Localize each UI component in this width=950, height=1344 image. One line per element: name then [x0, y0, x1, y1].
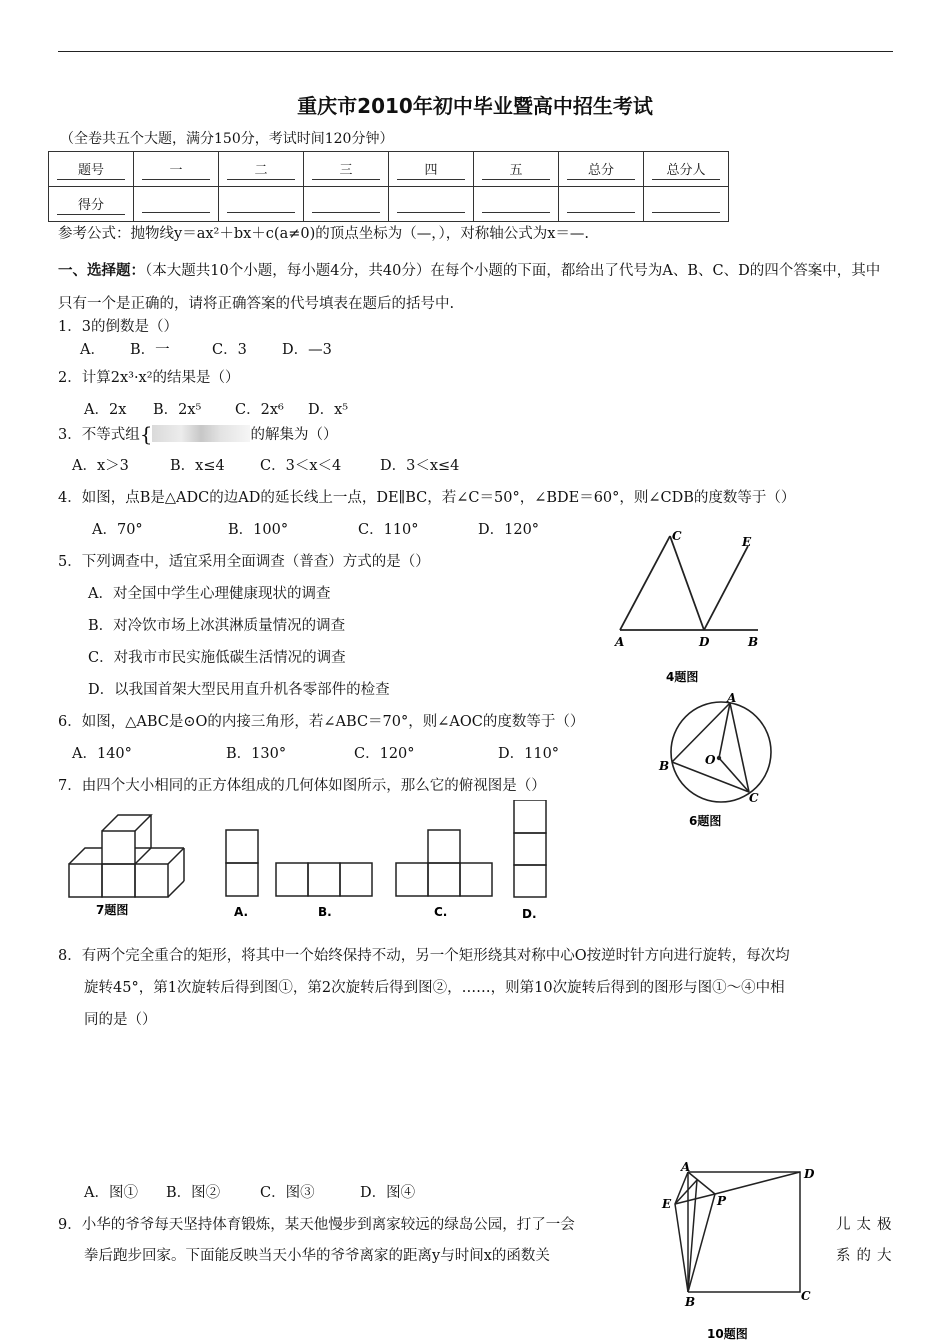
- q2-option-c[interactable]: C．2x⁶: [235, 402, 284, 418]
- fig6-caption: 6题图: [689, 814, 722, 828]
- fig4-label-a: A: [615, 635, 625, 649]
- question-9-line-1: 9．小华的爷爷每天坚持体育锻炼，某天他慢步到离家较远的绿岛公园，打了一会: [58, 1217, 575, 1233]
- inequality-system-image: [152, 425, 250, 442]
- score-header-cell: 一: [134, 152, 219, 187]
- score-header-cell: 题号: [49, 152, 134, 187]
- q1-option-a[interactable]: A．: [80, 342, 105, 358]
- question-2-stem: 2．计算2x³·x²的结果是（）: [58, 370, 240, 386]
- fig10-label-a: A: [681, 1160, 691, 1174]
- score-cell[interactable]: [304, 187, 389, 222]
- fig6-label-a: A: [727, 691, 737, 705]
- fig4-label-e: E: [742, 535, 752, 549]
- q5-option-a[interactable]: A．对全国中学生心理健康现状的调查: [88, 586, 331, 602]
- fig4-caption: 4题图: [666, 670, 699, 684]
- q6-option-c[interactable]: C．120°: [354, 746, 415, 762]
- question-9-line-2: 拳后跑步回家。下面能反映当天小华的爷爷离家的距离y与时间x的函数关: [84, 1248, 550, 1264]
- q5-option-d[interactable]: D．以我国首架大型民用直升机各零部件的检查: [88, 682, 390, 698]
- q2-option-b[interactable]: B．2x⁵: [153, 402, 202, 418]
- q4-option-c[interactable]: C．110°: [358, 522, 419, 538]
- score-cell[interactable]: [474, 187, 559, 222]
- question-3-stem: 3．不等式组{ 的解集为（）: [58, 422, 338, 446]
- q3-option-c[interactable]: C．3＜x＜4: [260, 458, 342, 474]
- fig6-label-b: B: [659, 759, 670, 773]
- score-header-cell: 三: [304, 152, 389, 187]
- score-header-cell: 五: [474, 152, 559, 187]
- q3-option-a[interactable]: A．x＞3: [72, 458, 129, 474]
- q8-option-a[interactable]: A．图①: [84, 1185, 138, 1201]
- section-one-heading: 一、选择题：: [58, 262, 145, 279]
- q6-option-d[interactable]: D．110°: [498, 746, 560, 762]
- fig7-view-b-label: B.: [318, 905, 332, 919]
- score-table: [48, 151, 729, 222]
- q4-option-a[interactable]: A．70°: [92, 522, 143, 538]
- score-header-cell: 总分: [559, 152, 644, 187]
- question-4-stem: 4．如图，点B是△ADC的边AD的延长线上一点，DE∥BC，若∠C＝50°，∠BDE＝60°，则∠CDB的度数等于（）: [58, 490, 796, 506]
- q8-option-c[interactable]: C．图③: [260, 1185, 315, 1201]
- header-rule: [58, 51, 893, 52]
- question-7-stem: 7．由四个大小相同的正方体组成的几何体如图所示，那么它的俯视图是（）: [58, 778, 546, 794]
- fig10-label-e: E: [662, 1197, 672, 1211]
- q4-option-d[interactable]: D．120°: [478, 522, 540, 538]
- fig4-label-d: D: [699, 635, 710, 649]
- question-9-line-2-end: 系的大: [836, 1248, 898, 1264]
- question-9-line-1-end: 儿太极: [836, 1217, 898, 1233]
- exam-title: 重庆市2010年初中毕业暨高中招生考试: [297, 94, 653, 118]
- score-cell[interactable]: [559, 187, 644, 222]
- question-5-stem: 5．下列调查中，适宜采用全面调查（普查）方式的是（）: [58, 554, 430, 570]
- fig4-label-c: C: [672, 529, 682, 543]
- fig6-label-c: C: [749, 791, 759, 805]
- fig10-label-d: D: [804, 1167, 815, 1181]
- question-8-line-3: 同的是（）: [84, 1012, 157, 1028]
- reference-formula: 参考公式：抛物线y＝ax²＋bx＋c(a≠0)的顶点坐标为（—，），对称轴公式为x＝—.: [58, 226, 590, 242]
- fig10-label-p: P: [717, 1194, 727, 1208]
- fig6-label-o: O: [705, 753, 716, 767]
- q1-option-c[interactable]: C．3: [212, 342, 247, 358]
- section-one-instructions: [58, 254, 894, 321]
- score-header-cell: 四: [389, 152, 474, 187]
- figure-4: [610, 528, 770, 688]
- question-6-stem: 6．如图，△ABC是⊙O的内接三角形，若∠ABC＝70°，则∠AOC的度数等于（）: [58, 714, 585, 730]
- q5-option-c[interactable]: C．对我市市民实施低碳生活情况的调查: [88, 650, 346, 666]
- q1-option-b[interactable]: B．一: [130, 342, 170, 358]
- score-table-header-row: [49, 152, 729, 187]
- fig7-view-d-label: D.: [522, 907, 537, 921]
- score-header-cell: 二: [219, 152, 304, 187]
- score-cell[interactable]: [644, 187, 729, 222]
- q2-option-d[interactable]: D．x⁵: [308, 402, 349, 418]
- score-cell[interactable]: [219, 187, 304, 222]
- fig7-view-c-label: C.: [434, 905, 448, 919]
- q3-option-b[interactable]: B．x≤4: [170, 458, 225, 474]
- question-1-stem: 1．3的倒数是（）: [58, 319, 178, 335]
- question-8-line-1: 8．有两个完全重合的矩形，将其中一个始终保持不动，另一个矩形绕其对称中心O按逆时针方向进行旋转，每次均: [58, 948, 790, 964]
- score-cell[interactable]: [134, 187, 219, 222]
- exam-subtitle: （全卷共五个大题，满分150分，考试时间120分钟）: [60, 131, 394, 147]
- q8-option-d[interactable]: D．图④: [360, 1185, 416, 1201]
- q2-option-a[interactable]: A．2x: [84, 402, 127, 418]
- figure-10: [655, 1158, 830, 1344]
- q3-option-d[interactable]: D．3＜x≤4: [380, 458, 460, 474]
- q5-option-b[interactable]: B．对冷饮市场上冰淇淋质量情况的调查: [88, 618, 346, 634]
- figure-6: [655, 690, 780, 835]
- q6-option-b[interactable]: B．130°: [226, 746, 287, 762]
- fig10-caption: 10题图: [707, 1327, 748, 1341]
- score-table-score-row: [49, 187, 729, 222]
- score-header-cell: 总分人: [644, 152, 729, 187]
- q8-option-b[interactable]: B．图②: [166, 1185, 221, 1201]
- q6-option-a[interactable]: A．140°: [72, 746, 132, 762]
- section-one-text: （本大题共10个小题，每小题4分，共40分）在每个小题的下面，都给出了代号为A、B、C、D的四个答案中，其中只有一个是正确的，请将正确答案的代号填表在题后的括号中.: [58, 263, 881, 312]
- score-cell[interactable]: [389, 187, 474, 222]
- fig7-view-a-label: A.: [234, 905, 249, 919]
- q4-option-b[interactable]: B．100°: [228, 522, 289, 538]
- fig4-label-b: B: [748, 635, 759, 649]
- score-row-label: 得分: [49, 187, 134, 222]
- question-8-line-2: 旋转45°，第1次旋转后得到图①，第2次旋转后得到图②，……，则第10次旋转后得到的图形与图①～④中相: [84, 980, 785, 996]
- fig10-label-c: C: [801, 1289, 811, 1303]
- figure-7: [60, 800, 560, 928]
- fig7-caption: 7题图: [96, 903, 129, 917]
- q1-option-d[interactable]: D．—3: [282, 342, 332, 358]
- fig10-label-b: B: [685, 1295, 696, 1309]
